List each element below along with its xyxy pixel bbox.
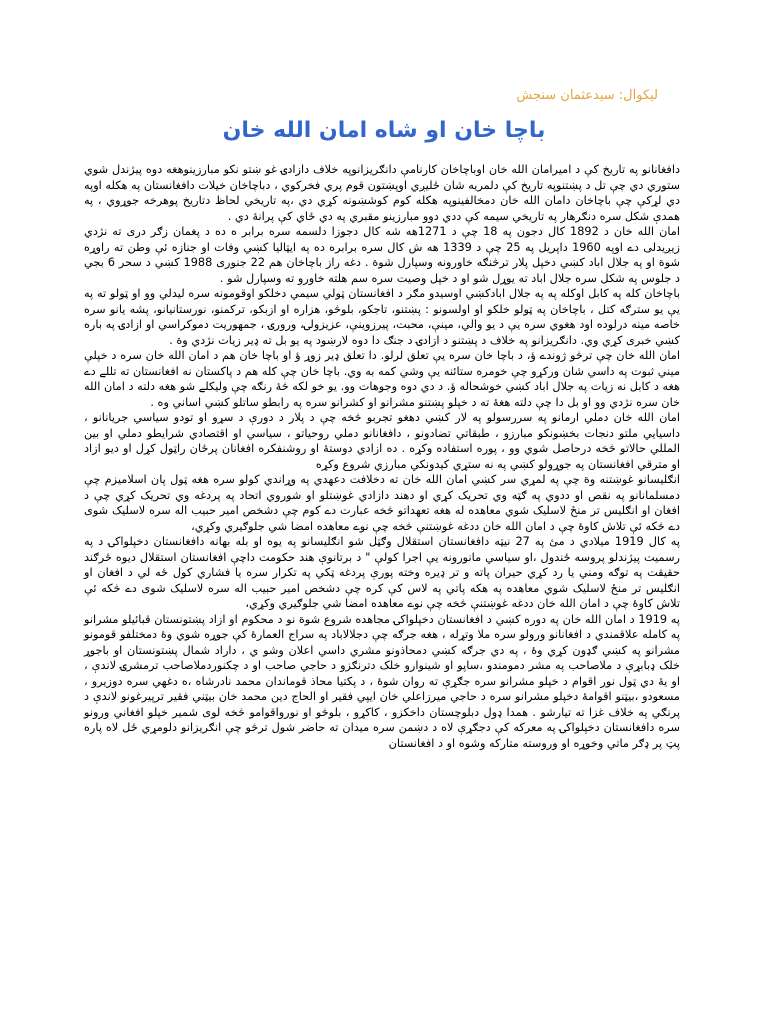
- paragraph: امان الله خان د 1892 کال دجون په 18 چې د 1271هه شه کال دجوزا دلسمه سره برابر ه ده د پغمان زګر درى ته نژدي زيږيدلی دے اوپه 1960 داپريل په 25 چې د 1339 هه ش کال سره برابره ده په ايټاليا کښي وفات او جنازه ئې وطن ته راوړه شوة او په جلال اباد کښي دخپل پلار ترڅنګه خاورونه وسپارل شوة . دغه راز باچاخان هم 22 جنورى 1988 کښي د سحر 6 بجي د جلوس په شکل سره جلال اباد ته يوړل شو او د خپل وصيت سره سم هلته خاورو ته وسپارل شو .: [84, 225, 681, 285]
- paragraph: په 1919 د امان الله خان په دوره کښي د افغانستان دخپلواکۍ مجاهده شروع شوة نو د محکوم او ازاد پښتونستان قبائيلو مشرانو په کامله علاقمندي د افغانانو ورولو سره ملا وتړله ، هغه جرګه چې دجلالاباد په سراج العمارۀ کې جوړه شوي وۀ دمختلفو قومونو مشرانو په کښي ګډون کړي وۀ ، په دي جرګه کښي دمحاذونو مشري داسي اعلان وشو ي ، داراد شمال پښتونستان او باجوړ خلک ډبابړې د ملاصاحب په مشر دمومندو ،ساپو او شينوارو خلک دترنګزو د حاجي صاحب او د چکنوردملاصاحب ترمشرۍ لاندې ، او يۀ دي ټول نور اقوام د خپلو مشرانو سره جګړې ته روان شوۀ ، د پکتيا محاذ قوماندان محمد نادرشاه ،ه دغهي سره دوزيرو ، مسعودو ،بيټنو اقوامۀ دخپلو مشرانو سره د حاجي ميرزاعلي خان ايپي فقير او الحاج دين محمد خان بيټني فقير ترپيرغونو لاندې د پرنګي په خلاف غزا ته تيارشو . همدا ډول دبلوچستان داخکزو ، کاکړو ، بلوڅو او نورواقوامو څخه لوی شمير خپلو افغاني ورونو سره دافغانستان دخپلواکۍ په معرکه کې دجګړې لاه د دښمن سره ميدان ته حاضر شول ترڅو چې انګريزانو دلومړي ځل لاه پاره پټ پر ډګر ماتي وخوړه او وروسته متارکه وشوه او د افغانستان: [84, 612, 680, 750]
- paragraph: امان الله خان دملي ارمانو په سررسولو په لار کښي دهغو تجربو څخه چې د پلار د دورې د سړو او تودو سياسي جريانانو ، داسيايي ملتو دنجات بخښونکو مبارزو ، طبقاتي تضادونو ، دافغانانو دملي روحياتو ، سياسي او اقتصادي شرايطو دملي او بين المللي حالاتو څخه درحاصل شوي وو ، پوره استفاده وکړه . ده ازادي دوستۀ او روشنفکره افغانان پرځان راټول کړل او ديو ازاد او مترقي افغانستان په جوړولو کښي په نه ستړي کيدونکي مبارزي شروع وکړه: [84, 411, 680, 471]
- paragraph: په کال 1919 ميلادي د مئ په 27 نيټه دافغانستان استقلال وګټل شو انګليسانو په يوه او بله بهانه دافغانستان دخپلواکۍ د په رسميت پيژندلو پروسه ځندول ،او سياسي مانورونه يې اجرا کولې " د برتانوې هند حکومت داچې افغانستان استقلال ديوه ځرګند حقيقت په توګه ومني يا رد کړي حيران پاته و تر ډيره وخته پورې پردغه ټکي په تکرار سره يا فشاري کول ځه لي د افغان او انګليس تر منځ لاسليک شوي معاهده په هکه پاتي په لاس کې کره چې دشخص امير حبيب اله سره لاسليک شوى دے څکه ئې تلاش کاوۀ چې د امان الله خان ددغه غوښتنې څخه چې نوے معاهده امضا شي جلوګيري وکړي،: [84, 535, 680, 610]
- article-body: [84, 162, 680, 751]
- paragraph: باچاخان کله په کابل اوکله په په جلال ابادکښي اوسيدو مګر د افغانستان ټولي سيمي دخلکو اوقومونه سره ليدلي وو او ټولو ته په يې يو سترګه کتل ، باچاخان په ټولو خلکو او اولسونو : پښتنو، تاجکو، بلوڅو، هزاره او ازبکو، ترکمنو، نورستانيانو، پشه يانو سره خاصه مينه درلوده اود هغوي سره يې د يو والي، مينې، محبت، پيرزوينې، عزيزولۍ، ورورۍ ، جمهوريت دموکراسي او ازادۍ په باره کښي خبرى کړي وي. دانګريزانو په خلاف د پښتنو د ازادۍ د جنګ دا دوه لارښود په يو بل ته ډير زيات نژدي وة .: [84, 287, 680, 347]
- paragraph: انګليسانو غوښتنه وة چې په لمړي سر کښي امان الله خان ته دخلافت دعهدي په وړاندي کولو سره هغه ټول پان اسلاميزم چې دمسلمانانو په نقص او ددوي په ګټه وي تحريک کړي او دهند دازادي غوښتلو او شوروي اتحاد په پردغه وي تحريک کړي چې د افغان او انګليس تر منځ لاسليک شوي معاهده له هغه تعهداتو څخه عبارت دے کوم چې دشخص امير حبيب اله سره لاسليک شوى دے څکه ئې تلاش کاوۀ چې د امان الله خان ددغه غوښتنې څخه چې نوے معاهده امضا شي جلوګيري وکړي،: [84, 473, 680, 533]
- article-title: باچا خان او شاه امان الله خان: [222, 118, 546, 143]
- paragraph: امان الله خان چې ترڅو ژوندے ؤ، د باچا خان سره يې تعلق لرلو. دا تعلق ډير زوړ ؤ او باچا خان هم د امان الله خان سره د خپلې ميني ثبوت په داسي شان ورکړو چې خومره ستائنه يې وشي کمه به وي. باچا خان چې کله هم د پاکستان نه افغانستان ته تللے دے هغه د کابل نه زيات په جلال اباد کښي خوشحاله ؤ. د دي دوه وجوهات وو. يو خو لکه څۀ رنګه چې وليکلے شو هغه دلته د امان الله خان سره نژدي وو او بل دا چې دلته هغۀ ته د خپلو پښتنو مشرانو او کشرانو سره په رابطو ساتلو کښي اساني وه .: [84, 349, 680, 409]
- paragraph: دافغانانو په تاريخ کې د اميرامان الله خان اوباچاخان کارنامې دانګريزانوپه خلاف دازادۍ غو ښتو نکو مبارزينوهغه دوه پيژندل شوي ستوري دي چې تل د پښتنوپه تاريخ کې دلمريه شان ځليږي اوپښتون قوم پري فخرکوي ، دباچاخان خيلات دافغانستان په هکله اوپه دي لړکې چې باچاخان دامان الله خان دمخالفينوپه هکله کوم کوشښونه کړي دي ،په تاريخي لحاظ دتاريخ پوهرخه جوړوي ، په همدې شکل سره دنګرهار په تاريخي سيمه کې ددي دوو مبارزينو مقبري په دي ځاي کې پرانۀ دي .: [84, 163, 680, 223]
- author-byline: ليکوال: سيدعثمان سنجش: [516, 88, 658, 103]
